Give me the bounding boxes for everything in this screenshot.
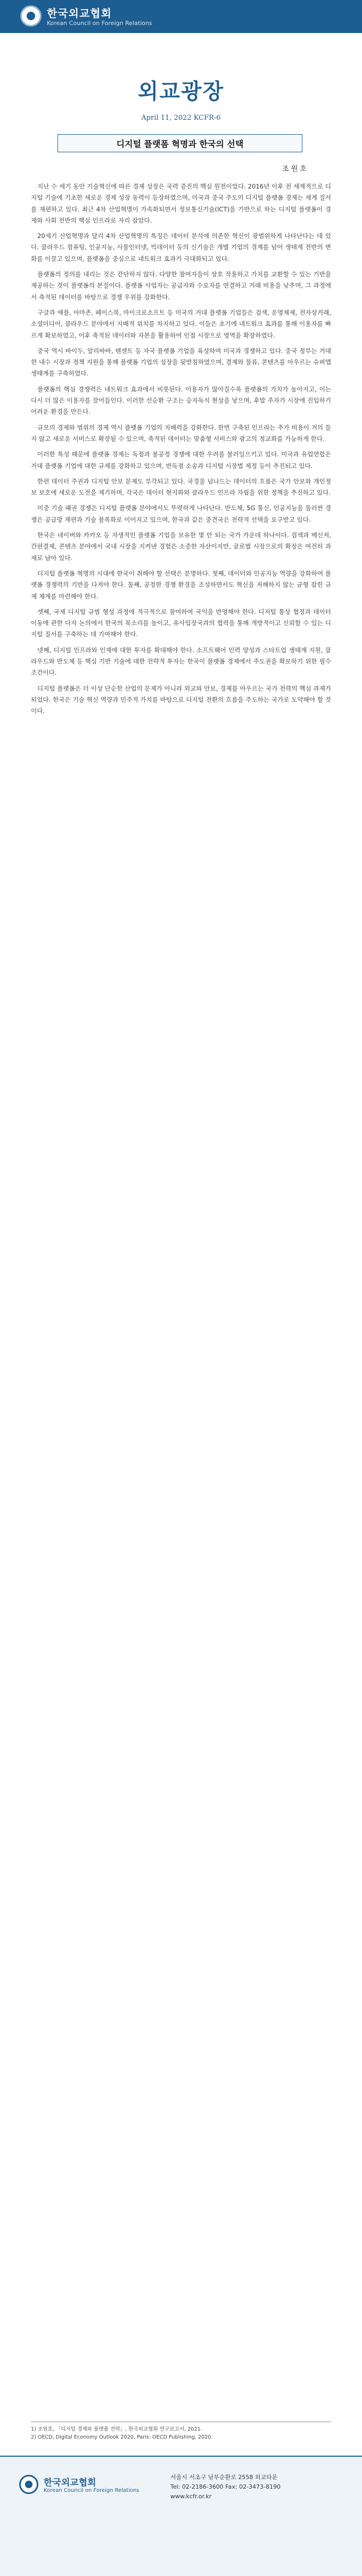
footnotes xyxy=(31,2426,331,2442)
article-paragraph: 플랫폼의 정의를 내리는 것은 간단하지 않다. 다양한 참여자들이 상호 작용하고 가치를 교환할 수 있는 기반을 제공하는 것이 플랫폼의 본질이다. 플랫폼 사업자는 공급자와 수요자를 연결하고 거래 비용을 낮추며, 그 과정에서 축적된 데이터를 바탕으로 경쟁 우위를 강화한다. xyxy=(31,270,331,301)
organization-name-english: Korean Council on Foreign Relations xyxy=(47,20,152,27)
footer xyxy=(0,2456,362,2576)
article-paragraph: 한편 데이터 주권과 디지털 안보 문제도 부각되고 있다. 국경을 넘나드는 데이터의 흐름은 국가 안보와 개인정보 보호에 새로운 도전을 제기하며, 각국은 데이터 현지화와 클라우드 인프라 자립을 위한 정책을 추진하고 있다. xyxy=(31,477,331,497)
footer-logo-icon xyxy=(19,2475,38,2494)
organization-logo-icon xyxy=(20,5,42,27)
footer-address xyxy=(170,2473,346,2501)
footnote-item: 1) 조원호, 「디지털 경제와 플랫폼 전략」, 한국외교협회 연구보고서, 2021. xyxy=(31,2426,202,2432)
article-paragraph: 이러한 특성 때문에 플랫폼 경제는 독점과 불공정 경쟁에 대한 우려를 불러일으키고 있다. 미국과 유럽연합은 거대 플랫폼 기업에 대한 규제를 강화하고 있으며, 반독점 소송과 디지털 시장법 제정 등이 추진되고 있다. xyxy=(31,450,331,470)
article-paragraph: 규모의 경제와 범위의 경제 역시 플랫폼 기업의 지배력을 강화한다. 한번 구축된 인프라는 추가 비용이 거의 들지 않고 새로운 서비스로 확장될 수 있으며, 축적된 데이터는 맞춤형 서비스와 광고의 정교화를 가능하게 한다. xyxy=(31,423,331,442)
article-author: 조 원 호 xyxy=(282,165,307,173)
article-body xyxy=(31,181,331,2407)
footnote-item: 2) OECD, Digital Economy Outlook 2020, Paris: OECD Publishing, 2020. xyxy=(31,2434,213,2440)
article-paragraph: 넷째, 디지털 인프라와 인재에 대한 투자를 확대해야 한다. 소프트웨어 인력 양성과 스타트업 생태계 지원, 클라우드와 반도체 등 핵심 기반 기술에 대한 전략적 투자는 한국이 플랫폼 경제에서 주도권을 확보하기 위한 필수 조건이다. xyxy=(31,646,331,677)
article-paragraph: 미중 기술 패권 경쟁은 디지털 플랫폼 분야에서도 뚜렷하게 나타난다. 반도체, 5G 통신, 인공지능을 둘러싼 경쟁은 공급망 재편과 기술 블록화로 이어지고 있으며, 한국과 같은 중견국은 전략적 선택을 요구받고 있다. xyxy=(31,504,331,523)
contact-line[interactable]: Tel: 02-2186-3600 Fax: 02-3473-8190 xyxy=(170,2483,281,2490)
footer-organization-name-korean: 한국외교협회 xyxy=(44,2477,96,2488)
article-paragraph: 한국은 네이버와 카카오 등 자생적인 플랫폼 기업을 보유한 몇 안 되는 국가 가운데 하나이다. 검색과 메신저, 간편결제, 콘텐츠 분야에서 국내 시장을 지켜낸 경험은 소중한 자산이지만, 글로벌 시장으로의 확장은 여전히 과제로 남아 있다. xyxy=(31,531,331,562)
article-headline: 디지털 플랫폼 혁명과 한국의 선택 xyxy=(57,134,302,152)
article-paragraph: 디지털 플랫폼 혁명의 시대에 한국이 취해야 할 선택은 분명하다. 첫째, 데이터와 인공지능 역량을 강화하여 플랫폼 경쟁력의 기반을 다져야 한다. 둘째, 공정한 경쟁 환경을 조성하면서도 혁신을 저해하지 않는 균형 잡힌 규제 체계를 마련해야 한다. xyxy=(31,569,331,600)
publication-title: 외교광장 xyxy=(137,79,225,104)
article-paragraph: 셋째, 국제 디지털 규범 형성 과정에 적극적으로 참여하여 국익을 반영해야 한다. 디지털 통상 협정과 데이터 이동에 관한 다자 논의에서 한국의 목소리를 높이고, 유사입장국과의 협력을 통해 개방적이고 신뢰할 수 있는 디지털 질서를 구축하는 데 기여해야 한다. xyxy=(31,608,331,638)
article-paragraph: 구글과 애플, 아마존, 페이스북, 마이크로소프트 등 미국의 거대 플랫폼 기업들은 검색, 운영체제, 전자상거래, 소셜미디어, 클라우드 분야에서 지배적 위치를 차지하고 있다. 이들은 초기에 네트워크 효과를 통해 이용자를 빠르게 확보하였고, 이후 축적된 데이터와 자본을 활용하여 인접 시장으로 영역을 확장하였다. xyxy=(31,308,331,339)
header-bar xyxy=(0,0,362,33)
website-link[interactable]: www.kcfr.or.kr xyxy=(170,2493,212,2500)
article-paragraph: 플랫폼의 핵심 경쟁력은 네트워크 효과에서 비롯된다. 이용자가 많아질수록 플랫폼의 가치가 높아지고, 이는 다시 더 많은 이용자를 끌어들인다. 이러한 선순환 구조는 승자독식 현상을 낳으며, 후발 주자가 시장에 진입하기 어려운 환경을 만든다. xyxy=(31,385,331,416)
footer-organization-name-english: Korean Council on Foreign Relations xyxy=(44,2488,139,2493)
publication-date: April 11, 2022 KCFR-6 xyxy=(141,114,221,122)
article-paragraph: 지난 수 세기 동안 기술혁신에 따른 경제 성장은 국력 증진의 핵심 원천이었다. 2016년 이후 전 세계적으로 디지털 기술에 기초한 새로운 경제 성장 동력이 등장하였으며, 미국과 중국 주도의 디지털 플랫폼 경제는 세계 질서를 재편하고 있다. 최근 4차 산업혁명이 가속화되면서 정보통신기술(ICT)을 기반으로 하는 디지털 플랫폼이 경제와 사회 전반의 핵심 인프라로 자리 잡았다. xyxy=(31,183,331,224)
article-paragraph: 20세기 산업혁명과 달리 4차 산업혁명의 특징은 데이터 분석에 의존한 혁신이 광범위하게 나타난다는 데 있다. 클라우드 컴퓨팅, 인공지능, 사물인터넷, 빅데이터 등의 신기술은 개별 기업의 경계를 넘어 생태계 전반의 변화를 이끌고 있으며, 플랫폼을 중심으로 네트워크 효과가 극대화되고 있다. xyxy=(31,232,331,262)
address-line: 서울시 서초구 남부순환로 2558 외교타운 xyxy=(170,2474,278,2481)
article-paragraph: 디지털 플랫폼은 더 이상 단순한 산업의 문제가 아니라 외교와 안보, 경제를 아우르는 국가 전략의 핵심 과제가 되었다. 한국은 기술 혁신 역량과 민주적 가치를 바탕으로 디지털 전환의 흐름을 주도하는 국가로 도약해야 할 것이다. xyxy=(31,684,331,715)
article-paragraph: 중국 역시 바이두, 알리바바, 텐센트 등 자국 플랫폼 기업을 육성하며 미국과 경쟁하고 있다. 중국 정부는 거대한 내수 시장과 정책 지원을 통해 플랫폼 기업의 성장을 뒷받침하였으며, 결제와 물류, 콘텐츠를 아우르는 슈퍼앱 생태계를 구축하였다. xyxy=(31,347,331,378)
organization-name-korean: 한국외교협회 xyxy=(47,7,112,20)
publication-title-wrap xyxy=(0,75,362,105)
